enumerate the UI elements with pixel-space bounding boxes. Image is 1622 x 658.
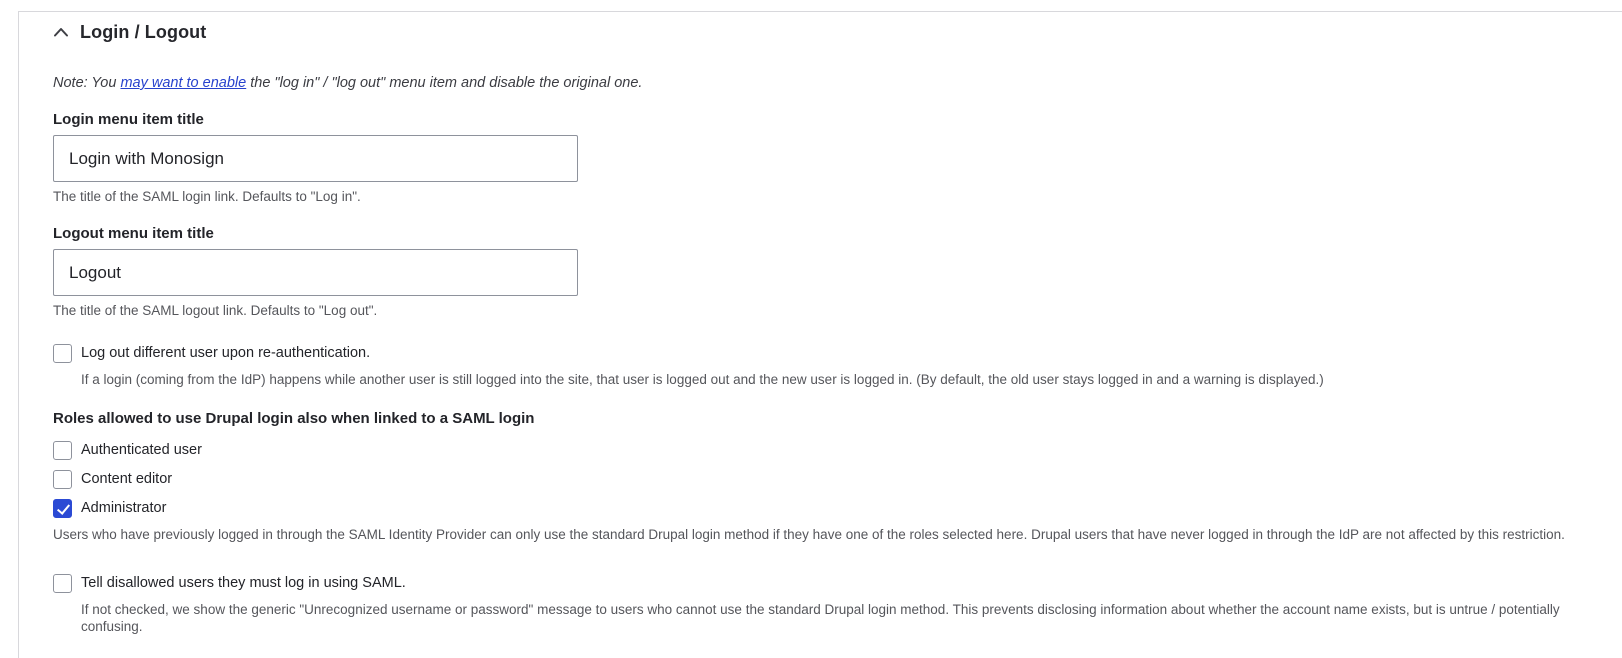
login-menu-item-title-input[interactable] <box>53 135 578 182</box>
role-content-editor-checkbox[interactable] <box>53 470 72 489</box>
tell-disallowed-label[interactable]: Tell disallowed users they must log in using SAML. <box>81 575 406 591</box>
note-prefix: Note: You <box>53 75 121 91</box>
logout-field-description: The title of the SAML logout link. Defaults to "Log out". <box>53 303 378 318</box>
tell-disallowed-checkbox[interactable] <box>53 574 72 593</box>
tell-disallowed-description: If not checked, we show the generic "Unrecognized username or password" message to users who cannot use the standard Drupal login method. This prevents disclosing information about whether the account name exists, but is untrue / potentially confusing. <box>81 602 1560 634</box>
role-administrator-label[interactable]: Administrator <box>81 500 167 516</box>
logout-different-user-checkbox[interactable] <box>53 344 72 363</box>
login-field-description: The title of the SAML login link. Defaults to "Log in". <box>53 189 361 204</box>
may-want-to-enable-link[interactable]: may want to enable <box>120 75 247 91</box>
chevron-up-icon <box>53 26 69 38</box>
role-authenticated-user-checkbox[interactable] <box>53 441 72 460</box>
role-option-content-editor <box>53 469 1584 489</box>
logout-different-user-option <box>53 343 1584 388</box>
roles-allowed-heading: Roles allowed to use Drupal login also when linked to a SAML login <box>53 410 535 427</box>
section-title: Login / Logout <box>80 21 207 42</box>
role-authenticated-user-label[interactable]: Authenticated user <box>81 442 202 458</box>
logout-different-user-row[interactable] <box>53 343 1584 363</box>
tell-disallowed-row[interactable] <box>53 573 1584 593</box>
logout-menu-item-title-field <box>53 225 1584 319</box>
role-option-authenticated-user <box>53 440 1584 460</box>
logout-different-user-description: If a login (coming from the IdP) happens while another user is still logged into the site, that user is logged out and the new user is logged in. (By default, the old user stays logged in and a warning is displayed.) <box>81 372 1324 387</box>
role-content-editor-row[interactable] <box>53 469 1584 489</box>
role-option-administrator <box>53 498 1584 518</box>
note-text <box>53 75 1584 91</box>
section-header-login-logout[interactable] <box>53 21 1584 43</box>
role-administrator-checkbox[interactable] <box>53 499 72 518</box>
note-suffix: the "log in" / "log out" menu item and disable the original one. <box>246 75 643 91</box>
login-menu-item-title-label: Login menu item title <box>53 111 204 128</box>
role-authenticated-user-row[interactable] <box>53 440 1584 460</box>
tell-disallowed-option <box>53 573 1584 635</box>
role-content-editor-label[interactable]: Content editor <box>81 471 173 487</box>
logout-different-user-label[interactable]: Log out different user upon re-authentication. <box>81 345 371 361</box>
logout-menu-item-title-input[interactable] <box>53 249 578 296</box>
role-administrator-row[interactable] <box>53 498 1584 518</box>
login-menu-item-title-field <box>53 111 1584 205</box>
login-logout-section <box>18 11 1622 658</box>
logout-menu-item-title-label: Logout menu item title <box>53 225 214 242</box>
roles-description: Users who have previously logged in through the SAML Identity Provider can only use the standard Drupal login method if they have one of the roles selected here. Drupal users that have never logged in through the IdP are not affected by this restriction. <box>53 527 1565 542</box>
